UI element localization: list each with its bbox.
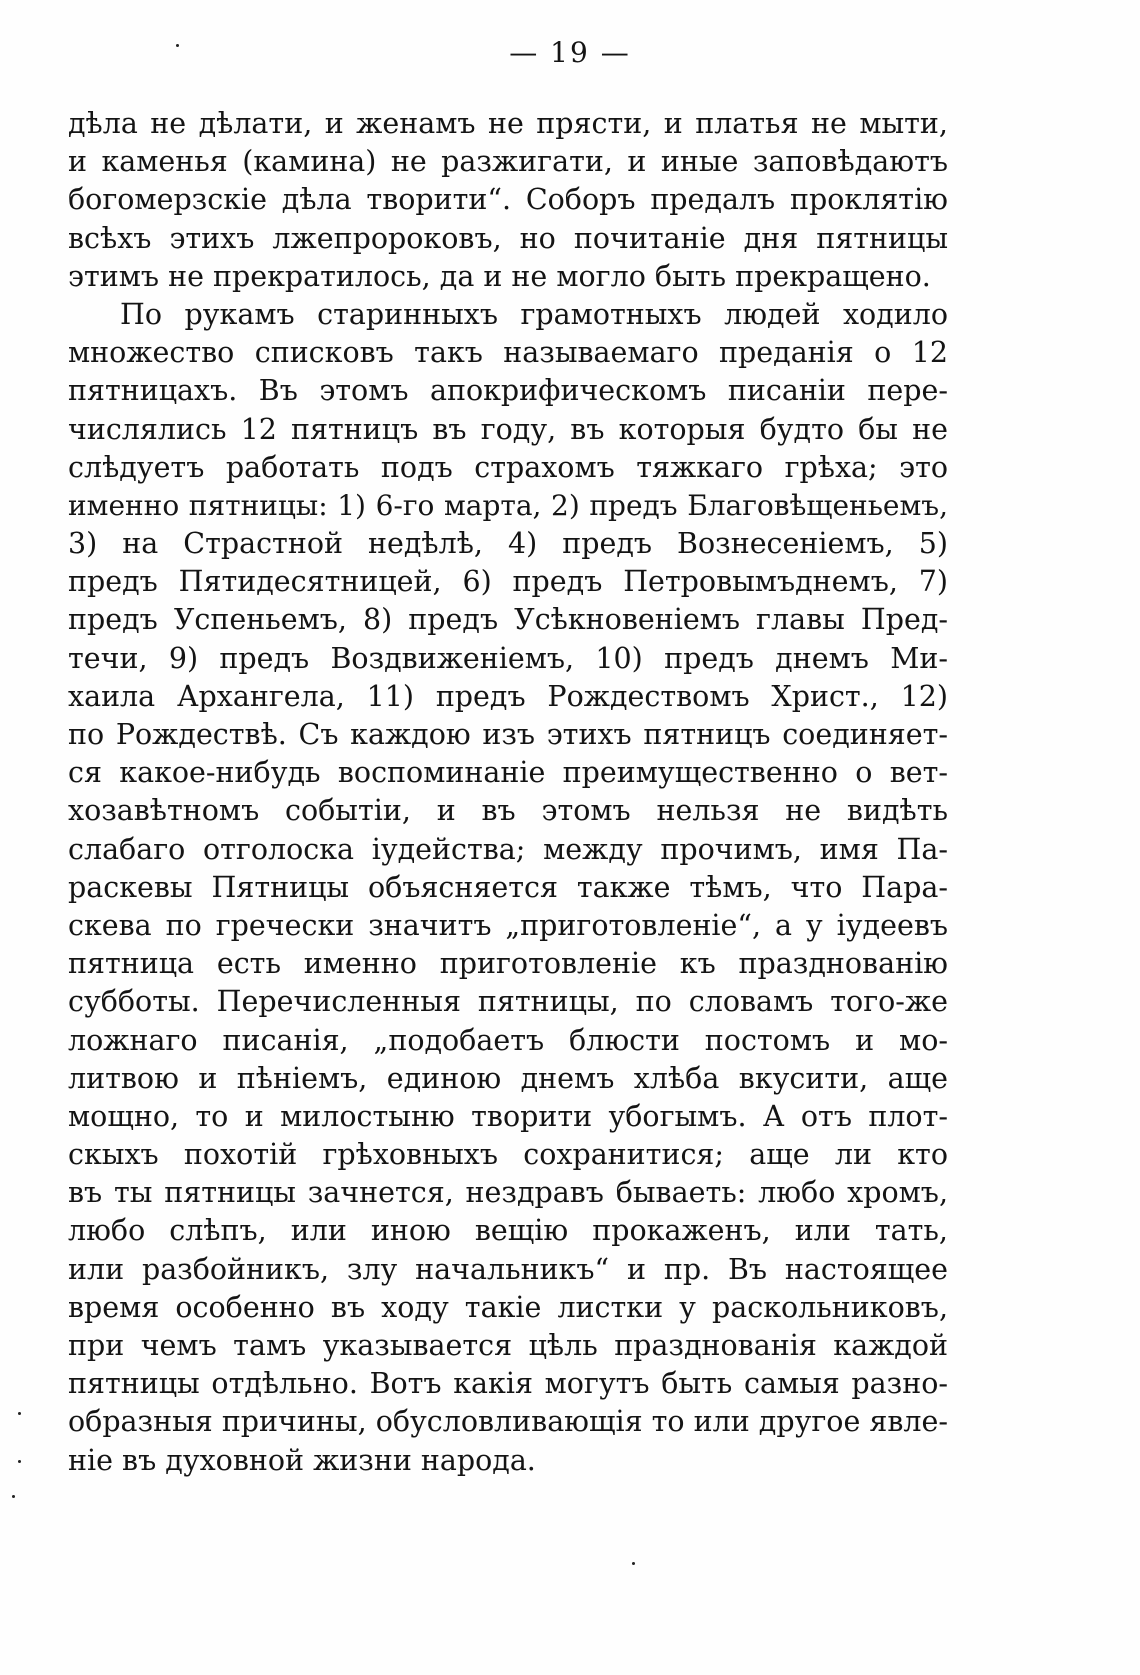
text-line: литвою и пѣніемъ, единою днемъ хлѣба вкусити, аще — [68, 1061, 948, 1095]
text-line: предъ Пятидесятницей, 6) предъ Петровымъднемъ, 7) — [68, 565, 948, 599]
text-line: образныя причины, обусловливающія то или другое явле- — [68, 1405, 948, 1439]
text-line: предъ Успеньемъ, 8) предъ Усѣкновеніемъ главы Пред- — [68, 603, 948, 637]
text-line: 3) на Страстной недѣлѣ, 4) предъ Вознесеніемъ, 5) — [68, 527, 948, 561]
text-line: числялись 12 пятницъ въ году, въ которыя будто бы не — [68, 412, 948, 446]
body-text — [68, 105, 948, 1480]
text-line: время особенно въ ходу такіе листки у раскольниковъ, — [68, 1290, 948, 1324]
text-line: и каменья (камина) не разжигати, и иные заповѣдаютъ — [68, 145, 948, 179]
text-line: слѣдуетъ работать подъ страхомъ тяжкаго грѣха; это — [68, 450, 948, 484]
text-line: раскевы Пятницы объясняется также тѣмъ, что Пара- — [68, 870, 948, 904]
text-line: скева по гречески значитъ „приготовленіе“, а у іудеевъ — [68, 908, 948, 942]
text-line: множество списковъ такъ называемаго преданія о 12 — [68, 336, 948, 370]
text-line: или разбойникъ, злу начальникъ“ и пр. Въ настоящее — [68, 1252, 948, 1286]
text-line: при чемъ тамъ указывается цѣль празднованія каждой — [68, 1329, 948, 1362]
print-speck — [12, 1495, 15, 1498]
text-line: пятницахъ. Въ этомъ апокрифическомъ писаніи пере- — [68, 374, 948, 408]
text-line: субботы. Перечисленныя пятницы, по словамъ того-же — [68, 985, 948, 1019]
text-line: пятницы отдѣльно. Вотъ какія могутъ быть самыя разно- — [68, 1367, 948, 1401]
text-line: пятница есть именно приготовленіе къ празднованію — [68, 947, 948, 981]
print-speck — [176, 44, 179, 47]
text-line: слабаго отголоска іудейства; между прочимъ, имя Па- — [68, 832, 948, 866]
text-line: дѣла не дѣлати, и женамъ не прясти, и платья не мыти, — [68, 107, 948, 140]
text-line: этимъ не прекратилось, да и не могло быть прекращено. — [68, 259, 931, 293]
text-line: хозавѣтномъ событіи, и въ этомъ нельзя не видѣть — [68, 794, 948, 828]
page-number: — 19 — — [509, 36, 631, 69]
text-line: хаила Архангела, 11) предъ Рождествомъ Христ., 12) — [68, 679, 948, 713]
text-line: течи, 9) предъ Воздвиженіемъ, 10) предъ днемъ Ми- — [68, 641, 948, 675]
print-speck — [18, 1412, 21, 1415]
text-line: всѣхъ этихъ лжепророковъ, но почитаніе дня пятницы — [68, 221, 948, 255]
text-line: богомерзскіе дѣла творити“. Соборъ предалъ проклятію — [68, 183, 948, 217]
print-speck — [18, 1460, 21, 1463]
text-line: въ ты пятницы зачнется, нездравъ бываеть: любо хромъ, — [68, 1176, 948, 1210]
text-line: именно пятницы: 1) 6-го марта, 2) предъ Благовѣщеньемъ, — [68, 488, 948, 522]
text-line: скыхъ похотій грѣховныхъ сохранитися; аще ли кто — [68, 1138, 948, 1172]
text-line: любо слѣпъ, или иною вещію прокаженъ, или тать, — [68, 1214, 948, 1248]
text-line: ся какое-нибудь воспоминаніе преимущественно о вет- — [68, 756, 948, 790]
text-line: ложнаго писанія, „подобаетъ блюсти постомъ и мо- — [68, 1023, 948, 1057]
text-line: По рукамъ старинныхъ грамотныхъ людей ходило — [120, 297, 948, 331]
text-line: мощно, то и милостыню творити убогымъ. А отъ плот- — [68, 1099, 948, 1133]
text-line: по Рождествѣ. Съ каждою изъ этихъ пятницъ соединяет- — [68, 718, 948, 751]
text-line: ніе въ духовной жизни народа. — [68, 1443, 536, 1477]
print-speck — [632, 1562, 635, 1565]
